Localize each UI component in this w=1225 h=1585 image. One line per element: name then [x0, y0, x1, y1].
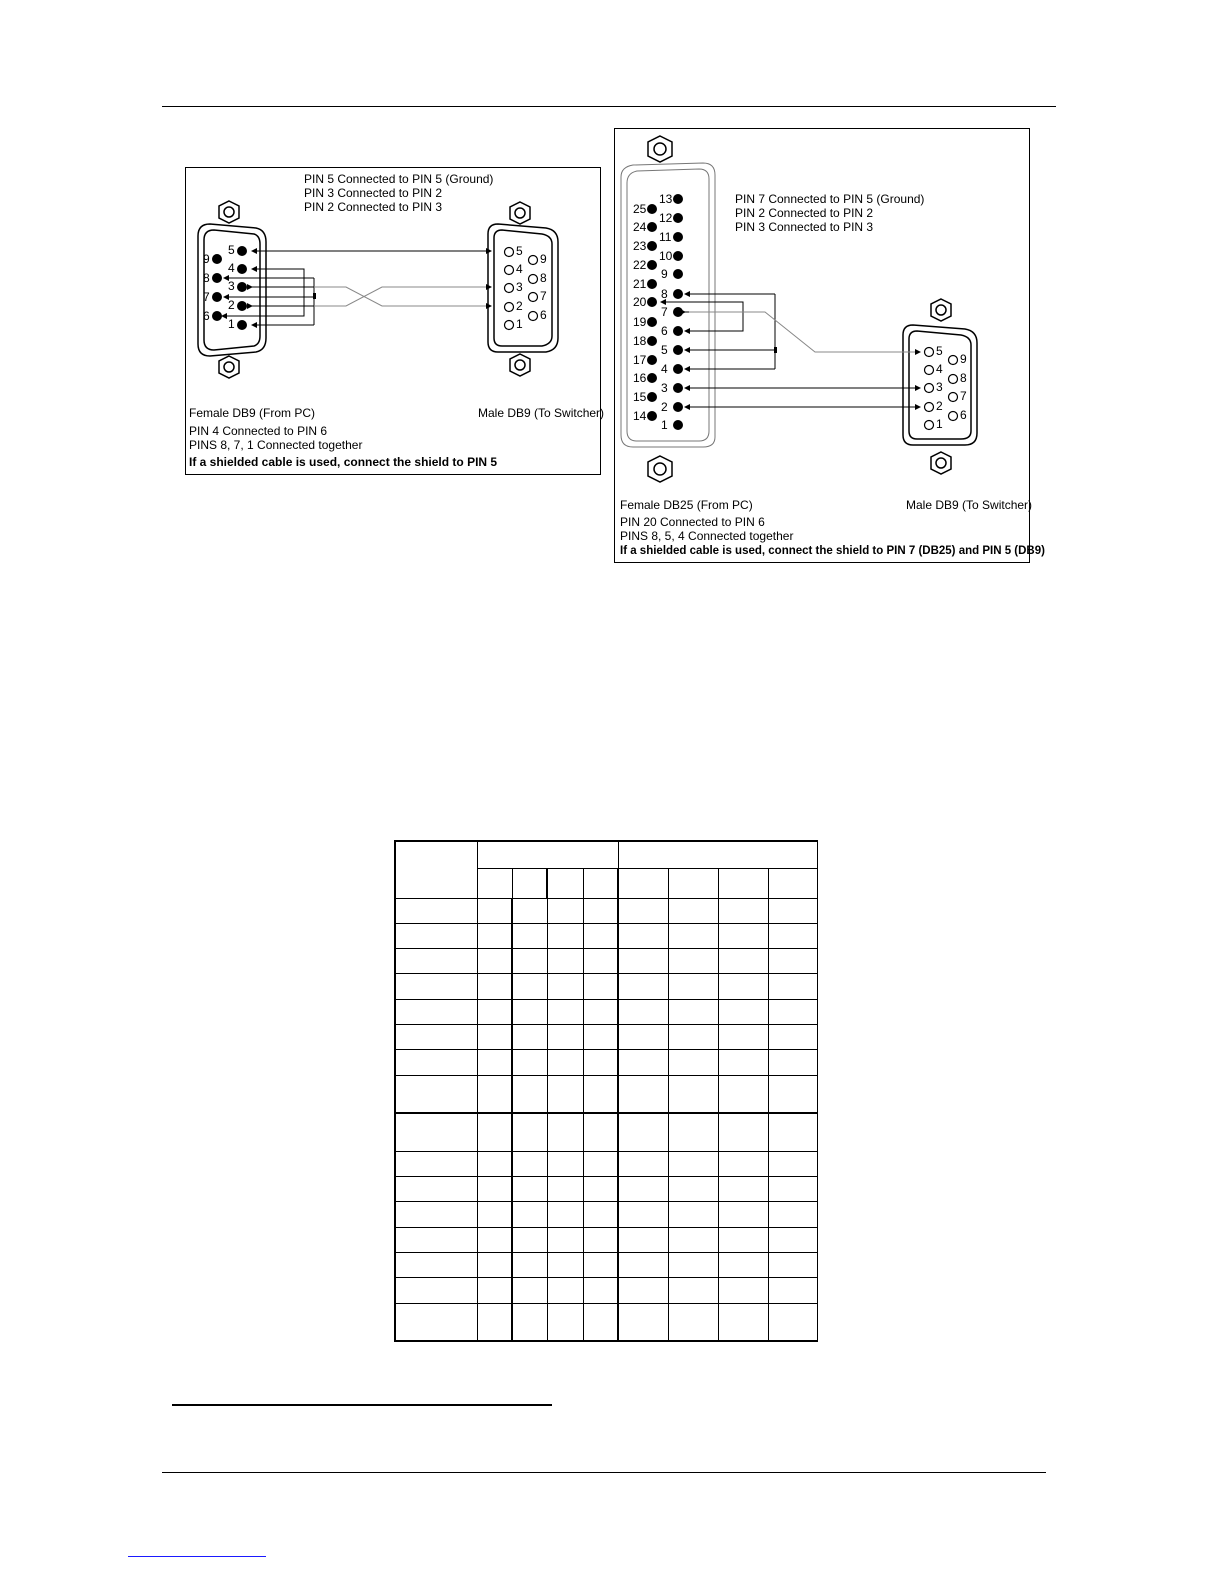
- db25-note-bottom-2: PINS 8, 5, 4 Connected together: [620, 529, 794, 543]
- db9-cable-diagram: [185, 167, 605, 475]
- pin-label: 21: [633, 277, 647, 291]
- pin-label: 3: [936, 380, 943, 394]
- pin-label: 18: [633, 334, 647, 348]
- db9-note-top-2: PIN 3 Connected to PIN 2: [304, 186, 443, 200]
- pin-label: 25: [633, 202, 647, 216]
- pin-label: 8: [661, 287, 668, 301]
- pin-label: 9: [960, 352, 967, 366]
- table-header-row: [395, 841, 817, 868]
- pin-label: 5: [228, 243, 235, 257]
- screw-icon: [648, 136, 672, 482]
- pin-label: 2: [661, 400, 668, 414]
- pin-label: 19: [633, 315, 647, 329]
- db9-right-label: Male DB9 (To Switcher): [478, 406, 605, 420]
- db25-left-label: Female DB25 (From PC): [620, 498, 753, 512]
- footnote-rule: [172, 1404, 552, 1406]
- settings-table: [394, 840, 816, 1342]
- db25-shield-note: If a shielded cable is used, connect the shield to PIN 7 (DB25) and PIN 5 (DB9): [620, 545, 1045, 557]
- pin-label: 7: [203, 290, 210, 304]
- pin-label: 17: [633, 353, 647, 367]
- table-row: [395, 999, 817, 1024]
- db9-note-bottom-1: PIN 4 Connected to PIN 6: [189, 424, 328, 438]
- pin-label: 10: [659, 249, 673, 263]
- pin-label: 1: [516, 317, 523, 331]
- pin-label: 7: [540, 289, 547, 303]
- pin-label: 14: [633, 409, 647, 423]
- pin-label: 5: [936, 344, 943, 358]
- table-row: [395, 1176, 817, 1201]
- table-row: [395, 1151, 817, 1176]
- table-row: [395, 1252, 817, 1277]
- header-rule: [162, 106, 1056, 107]
- pin-label: 4: [516, 262, 523, 276]
- db25-note-top-2: PIN 2 Connected to PIN 2: [735, 206, 874, 220]
- db25-note-top-1: PIN 7 Connected to PIN 5 (Ground): [735, 192, 925, 206]
- table-row: [395, 1303, 817, 1341]
- pin-label: 9: [661, 267, 668, 281]
- pin-label: 8: [540, 271, 547, 285]
- db25-right-label: Male DB9 (To Switcher): [906, 498, 1033, 512]
- pin-label: 7: [960, 389, 967, 403]
- pin-label: 9: [203, 252, 210, 266]
- table-row: [395, 1050, 817, 1075]
- pin-label: 1: [228, 317, 235, 331]
- pin-label: 8: [203, 271, 210, 285]
- db9-left-label: Female DB9 (From PC): [189, 406, 316, 420]
- table-header-cell: [395, 841, 477, 898]
- table-row: [395, 1202, 817, 1227]
- db9-note-top-1: PIN 5 Connected to PIN 5 (Ground): [304, 172, 494, 186]
- table-row: [395, 949, 817, 974]
- pin-label: 15: [633, 390, 647, 404]
- table-row: [395, 1227, 817, 1252]
- pin-label: 7: [661, 305, 668, 319]
- pin-label: 3: [516, 280, 523, 294]
- db25-note-bottom-1: PIN 20 Connected to PIN 6: [620, 515, 765, 529]
- pin-label: 3: [228, 279, 235, 293]
- pin-label: 5: [661, 343, 668, 357]
- pin-label: 6: [960, 408, 967, 422]
- pin-label: 20: [633, 295, 647, 309]
- db9-note-top-3: PIN 2 Connected to PIN 3: [304, 200, 443, 214]
- pin-label: 24: [633, 220, 647, 234]
- pin-label: 2: [228, 298, 235, 312]
- db9-shield-note: If a shielded cable is used, connect the shield to PIN 5: [189, 455, 498, 469]
- page-link-underline: [128, 1556, 266, 1557]
- table-header-cell: [477, 841, 618, 868]
- table-row: [395, 1278, 817, 1303]
- pin-label: 6: [661, 324, 668, 338]
- pin-label: 6: [203, 309, 210, 323]
- footer-rule: [162, 1472, 1046, 1473]
- pin-label: 16: [633, 371, 647, 385]
- pin-label: 4: [228, 261, 235, 275]
- table-row: [395, 1113, 817, 1151]
- pin-label: 12: [659, 211, 673, 225]
- pin-label: 23: [633, 239, 647, 253]
- db25-cable-diagram: [614, 128, 1045, 563]
- pin-label: 2: [936, 399, 943, 413]
- pin-label: 13: [659, 192, 673, 206]
- pin-label: 9: [540, 252, 547, 266]
- pin-label: 4: [661, 362, 668, 376]
- pin-label: 11: [659, 230, 672, 244]
- table-header-cell: [618, 841, 817, 868]
- table-row: [395, 923, 817, 948]
- table-row: [395, 974, 817, 999]
- table-row: [395, 1075, 817, 1113]
- pin-label: 5: [516, 244, 523, 258]
- pin-label: 1: [936, 417, 943, 431]
- pin-label: 6: [540, 308, 547, 322]
- db25-note-top-3: PIN 3 Connected to PIN 3: [735, 220, 874, 234]
- db9-note-bottom-2: PINS 8, 7, 1 Connected together: [189, 438, 363, 452]
- pin-label: 2: [516, 299, 523, 313]
- pin-label: 22: [633, 258, 647, 272]
- pin-label: 4: [936, 362, 943, 376]
- pin-label: 3: [661, 381, 668, 395]
- pin-label: 1: [661, 418, 668, 432]
- table-row: [395, 1025, 817, 1050]
- male-db9-connector: [488, 224, 558, 352]
- pin-label: 8: [960, 371, 967, 385]
- table-row: [395, 898, 817, 923]
